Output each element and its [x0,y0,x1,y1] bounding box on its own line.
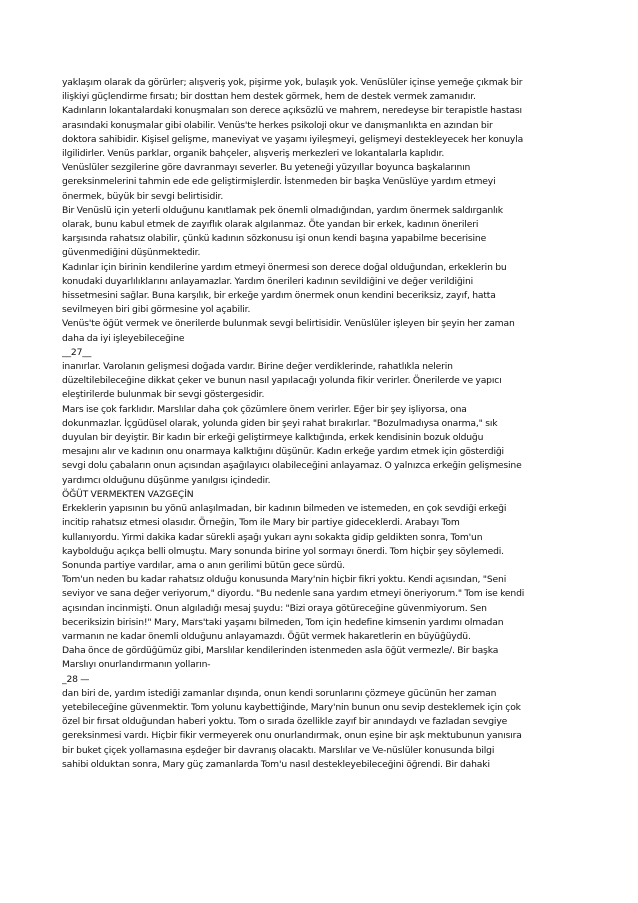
text-line: özel bir fırsat olduğundan haberi yoktu. Tom o sırada özellikle zayıf bir anındaydı ve fazladan sevgiye [62,716,508,728]
text-line: düzeltilebileceğine dikkat çeker ve bunun nasıl yapılacağı yolunda fikir verirler. Önerilerde ve yapıcı [62,375,502,387]
text-line: gereksinmelerini tahmin ede ede geliştirmişlerdir. İstenmeden bir başka Venüslüye yardım etmeyi [62,176,496,188]
text-line: mesajını alır ve kadının onu onarmaya kalktığını düşünür. Kadın erkeğe yardım etmek için gösterdiği [62,446,504,458]
text-line: Bir Venüslü için yeterli olduğunu kanıtlamak pek önemli olmadığından, yardım önermek saldırganlık [62,204,503,216]
text-line: Erkeklerin yapısının bu yönü anlaşılmadan, bir kadının bilmeden ve istemeden, en çok sevdiği erkeği [62,503,507,515]
text-line: seviyor ve sana değer veriyorum," diyordu. "Bu nedenle sana yardım etmeyi öneriyorum." Tom ise kendi [62,588,525,600]
text-line: önermek, büyük bir sevgi belirtisidir. [62,190,224,202]
text-line: hissetmesini sağlar. Buna karşılık, bir erkeğe yardım önermek onun kendini beceriksiz, zayıf, hatta [62,290,496,302]
text-line: inanırlar. Varolanın gelişmesi doğada vardır. Birine değer verdiklerinde, rahatlıkla nelerin [62,361,453,373]
text-line: yaklaşım olarak da görürler; alışveriş yok, pişirme yok, bulaşık yok. Venüslüler içinse yemeğe çıkmak bir [62,77,523,88]
text-line: sevgi dolu çabaların onun açısından aşağılayıcı olabileceğini anlayamaz. O yalnızca erkeğin gelişmesine [62,460,522,472]
text-line: _28 — [62,673,90,685]
text-line: duyulan bir deyiştir. Bir kadın bir erkeği geliştirmeye kalktığında, erkek kendisinin bozuk olduğu [62,432,484,444]
text-line: dokunmazlar. İçgüdüsel olarak, yolunda giden bir şeyi rahat bırakırlar. "Bozulmadıysa onarma," sık [62,417,498,429]
text-line: açısından incinmişti. Onun algıladığı mesaj şuydu: "Bizi oraya götüreceğine güvenmiyorum. Sen [62,602,487,614]
text-line: __27__ [62,346,92,358]
text-line: gereksinmesi vardı. Hiçbir fikir vermeyerek onu onurlandırmak, onun eşine bir aşk mektubunun yanısıra [62,730,522,742]
text-line: yardımcı olduğunu düşünme yanılgısı içindedir. [62,474,271,486]
text-line: karşısında rahatsız olabilir, çünkü kadının sözkonusu işi onun kendi başına yapabilme becerisine [62,233,487,245]
document-body [62,76,580,772]
text-line: kaybolduğu açıkça belli olmuştu. Mary sonunda birine yol sormayı önerdi. Tom hiçbir şey söylemedi. [62,545,504,557]
text-line: Venüslüler sezgilerine göre davranmayı severler. Bu yeteneği yüzyıllar boyunca başkalarının [62,162,471,174]
text-line: Marslıyı onurlandırmanın yolların- [62,659,211,671]
text-line: sahibi olduktan sonra, Mary güç zamanlarda Tom'u nasıl destekleyebileceğini öğrendi. Bir dahaki [62,758,490,770]
text-line: sevilmeyen biri gibi görmesine yol açabilir. [62,304,251,316]
text-line: arasındaki konuşmalar gibi olabilir. Venüs'te herkes psikoloji okur ve danışmanlıkta en azından bir [62,119,493,131]
text-line: beceriksizin birisin!" Mary, Mars'taki yaşamı bilmeden, Tom için hedefine kimsenin yardımı olmadan [62,616,504,628]
text-line: doktora sahibidir. Kişisel gelişme, maneviyat ve yaşamı iyileşmeyi, gelişmeyi destekleyecek her konuyla [62,133,524,145]
text-line: Daha önce de gördüğümüz gibi, Marslılar kendilerinden istenmeden asla öğüt vermezle/. Bir başka [62,645,499,657]
text-line: Mars ise çok farklıdır. Marslılar daha çok çözümlere önem verirler. Eğer bir şey işliyorsa, ona [62,403,467,415]
text-line: bir buket çiçek yollamasına eşdeğer bir davranış olacaktı. Marslılar ve Ve-nüslüler konusunda bilgi [62,744,495,756]
text-line: yetebileceğine güvenmektir. Tom yolunu kaybettiğinde, Mary'nin bunun onu sevip desteklemek için çok [62,701,521,713]
text-line: ilgilidirler. Venüs parklar, organik bahçeler, alışveriş merkezleri ve lokantalarla kaplıdır. [62,148,445,160]
text-line: Venüs'te öğüt vermek ve önerilerde bulunmak sevgi belirtisidir. Venüslüler işleyen bir şeyin her zaman [62,318,515,330]
text-line: ÖĞÜT VERMEKTEN VAZGEÇİN [62,488,194,500]
text-line: eleştirilerde bulunmak bir sevgi göstergesidir. [62,389,265,401]
document-page [62,76,580,772]
text-line: olarak, bunu kabul etmek de zayıflık olarak algılanmaz. Öte yandan bir erkek, kadının önerileri [62,219,479,231]
text-line: incitip rahatsız etmesi olasıdır. Örneğin, Tom ile Mary bir partiye gideceklerdi. Arabayı Tom [62,517,460,529]
text-line: konudaki duyarlılıklarını anlayamazlar. Yardım önerileri kadının sevildiğini ve değer verildiğini [62,275,474,287]
text-line: ilişkiyi güçlendirme fırsatı; bir dosttan hem destek görmek, hem de destek vermek zamanıdır. [62,91,476,103]
text-line: kullanıyordu. Yirmi dakika kadar sürekli aşağı yukarı aynı sokakta gidip geldikten sonra, Tom'un [62,531,483,543]
text-line: varmanın ne kadar önemli olduğunu anlayamazdı. Öğüt vermek hakaretlerin en büyüğüydü. [62,630,471,642]
text-line: daha da iyi işleyebileceğine [62,332,185,344]
text-line: Kadınlar için birinin kendilerine yardım etmeyi önermesi son derece doğal olduğundan, erkeklerin bu [62,261,507,273]
text-line: Tom'un neden bu kadar rahatsız olduğu konusunda Mary'nin hiçbir fikri yoktu. Kendi açısından, "Seni [62,574,507,586]
text-line: güvenmediğini düşünmektedir. [62,247,201,259]
text-line: dan biri de, yardım istediği zamanlar dışında, onun kendi sorunlarını çözmeye gücünün her zaman [62,687,497,699]
text-line: Kadınların lokantalardaki konuşmaları son derece açıksözlü ve mahrem, neredeyse bir terapistle hastası [62,105,522,117]
text-line: Sonunda partiye vardılar, ama o anın gerilimi bütün gece sürdü. [62,559,345,571]
